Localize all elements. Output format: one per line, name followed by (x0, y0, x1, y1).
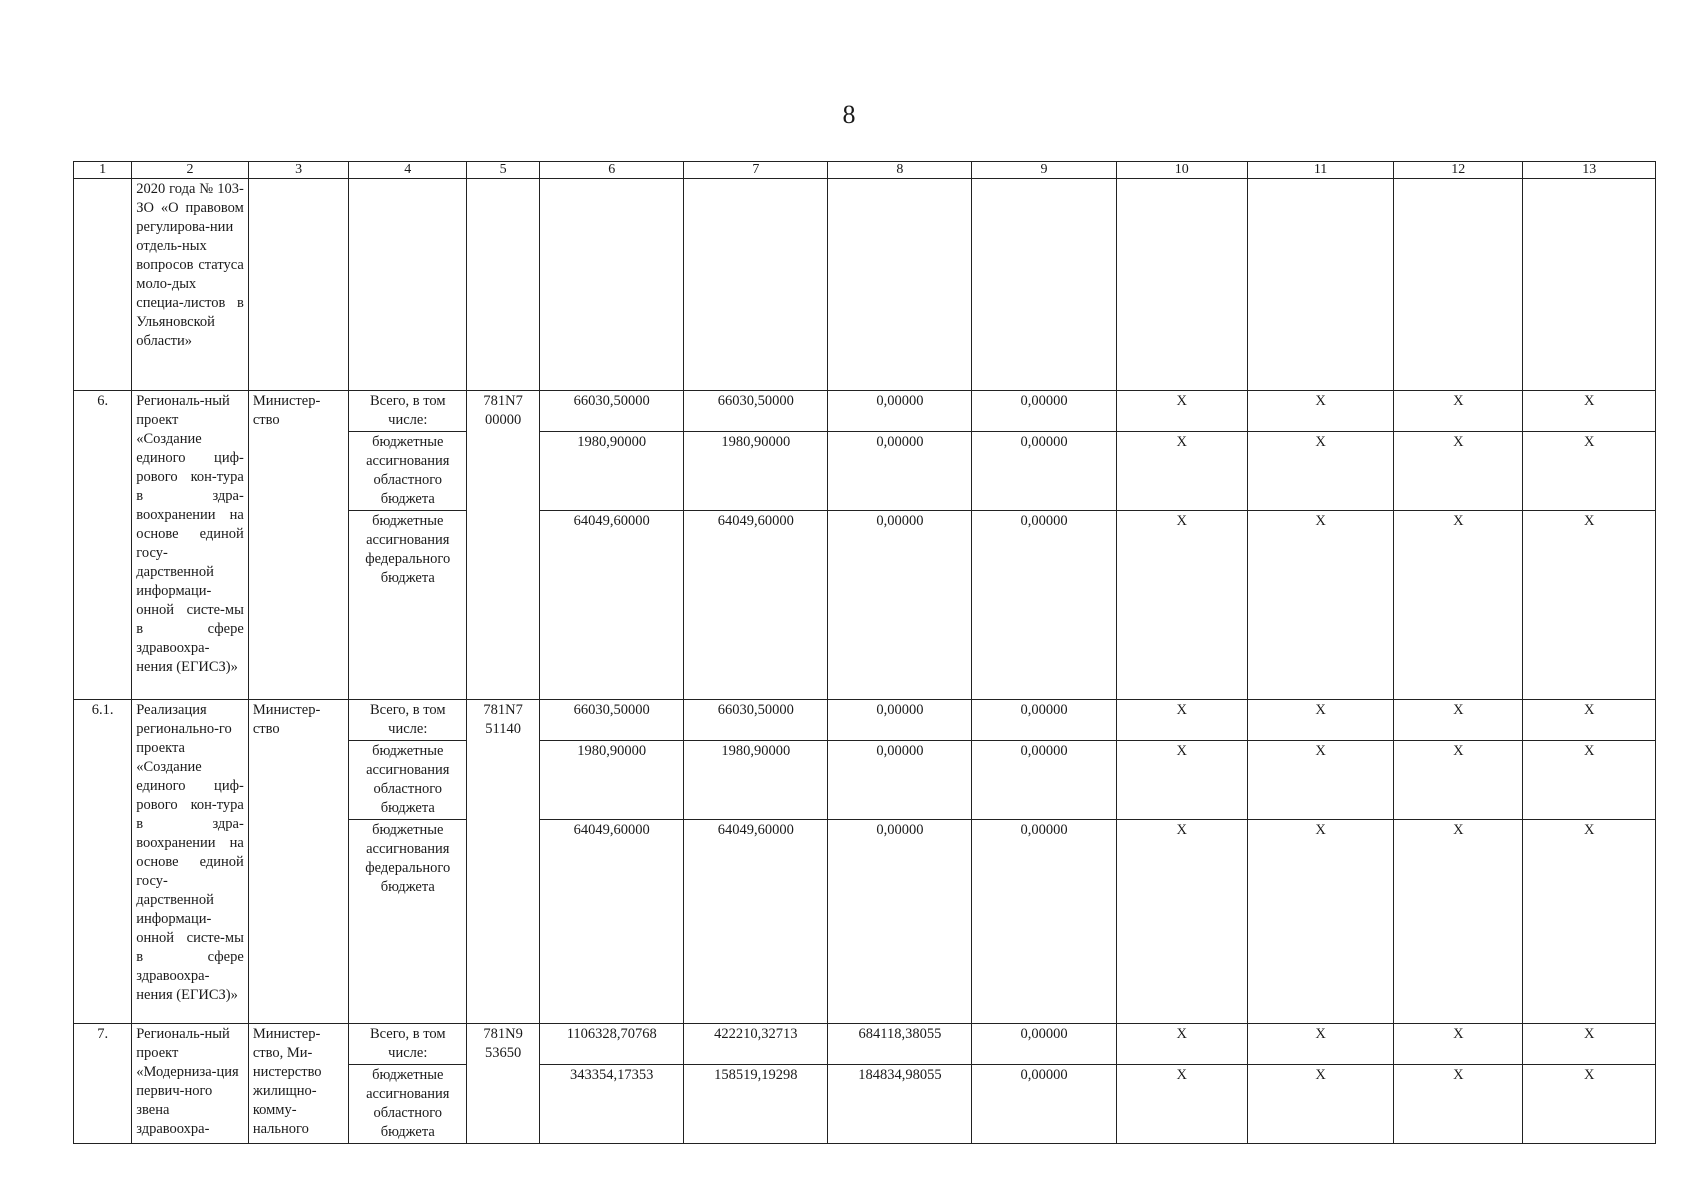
value-cell: X (1247, 432, 1393, 511)
value-cell: X (1394, 432, 1523, 511)
header-row (74, 162, 1656, 179)
value-cell: X (1523, 391, 1656, 432)
row-number: 7. (74, 1024, 132, 1144)
funding-source: бюджетные ассигнования областного бюджета (349, 1065, 467, 1144)
cell-empty (684, 179, 828, 391)
funding-source: Всего, в том числе: (349, 391, 467, 432)
cell-empty (1247, 179, 1393, 391)
table-row (74, 700, 1656, 741)
value-cell: X (1116, 391, 1247, 432)
funding-source: Всего, в том числе: (349, 1024, 467, 1065)
funding-source: бюджетные ассигнования федерального бюджета (349, 511, 467, 700)
value-cell: X (1247, 391, 1393, 432)
value-cell: X (1247, 1065, 1393, 1144)
value-cell: X (1247, 511, 1393, 700)
value-cell: X (1116, 1024, 1247, 1065)
column-header: 13 (1523, 162, 1656, 179)
value-cell: 0,00000 (972, 820, 1116, 1024)
value-cell: 0,00000 (972, 432, 1116, 511)
value-cell: X (1247, 741, 1393, 820)
value-cell: X (1116, 511, 1247, 700)
column-header: 11 (1247, 162, 1393, 179)
continuation-row (74, 179, 1656, 391)
executor: Министер-ство (248, 391, 349, 700)
value-cell: X (1116, 1065, 1247, 1144)
value-cell: 0,00000 (828, 820, 972, 1024)
executor: Министер-ство, Ми-нистерство жилищно-комму-нального (248, 1024, 349, 1144)
value-cell: 66030,50000 (684, 391, 828, 432)
value-cell: 684118,38055 (828, 1024, 972, 1065)
column-header: 5 (467, 162, 540, 179)
column-header: 1 (74, 162, 132, 179)
cell-empty (1116, 179, 1247, 391)
budget-code: 781N9 53650 (467, 1024, 540, 1144)
column-header: 10 (1116, 162, 1247, 179)
executor: Министер-ство (248, 700, 349, 1024)
value-cell: 66030,50000 (684, 700, 828, 741)
value-cell: 343354,17353 (540, 1065, 684, 1144)
budget-table (73, 161, 1656, 1144)
value-cell: 1980,90000 (540, 741, 684, 820)
value-cell: X (1394, 700, 1523, 741)
value-cell: 0,00000 (828, 741, 972, 820)
cell-empty (540, 179, 684, 391)
value-cell: X (1247, 700, 1393, 741)
value-cell: 184834,98055 (828, 1065, 972, 1144)
column-header: 7 (684, 162, 828, 179)
cell-empty (467, 179, 540, 391)
value-cell: 0,00000 (972, 1024, 1116, 1065)
cell-empty (74, 179, 132, 391)
project-name: Реализация регионально-го проекта «Создание единого циф-рового кон-тура в здра-воохранении на основе единой госу-дарственной информаци-онной систе-мы в сфере здравоохра-нения (ЕГИСЗ)» (132, 700, 249, 1024)
funding-source: бюджетные ассигнования областного бюджета (349, 741, 467, 820)
value-cell: X (1394, 511, 1523, 700)
value-cell: 0,00000 (972, 741, 1116, 820)
value-cell: 0,00000 (828, 391, 972, 432)
value-cell: 64049,60000 (684, 820, 828, 1024)
value-cell: 0,00000 (828, 700, 972, 741)
value-cell: X (1523, 432, 1656, 511)
value-cell: 0,00000 (828, 511, 972, 700)
column-header: 12 (1394, 162, 1523, 179)
value-cell: X (1523, 1065, 1656, 1144)
value-cell: 1980,90000 (540, 432, 684, 511)
value-cell: X (1394, 820, 1523, 1024)
value-cell: 0,00000 (828, 432, 972, 511)
value-cell: X (1394, 1065, 1523, 1144)
value-cell: 1980,90000 (684, 741, 828, 820)
project-name: Региональ-ный проект «Модерниза-ция первич-ного звена здравоохра- (132, 1024, 249, 1144)
budget-code: 781N7 51140 (467, 700, 540, 1024)
page-number: 8 (842, 100, 856, 129)
value-cell: 0,00000 (972, 511, 1116, 700)
value-cell: 1106328,70768 (540, 1024, 684, 1065)
cell-empty (349, 179, 467, 391)
value-cell: X (1523, 700, 1656, 741)
column-header: 6 (540, 162, 684, 179)
column-header: 9 (972, 162, 1116, 179)
value-cell: X (1116, 432, 1247, 511)
value-cell: 0,00000 (972, 391, 1116, 432)
value-cell: 64049,60000 (540, 511, 684, 700)
value-cell: X (1116, 700, 1247, 741)
cell-empty (972, 179, 1116, 391)
table-row (74, 1024, 1656, 1065)
funding-source: Всего, в том числе: (349, 700, 467, 741)
cell-empty (1394, 179, 1523, 391)
value-cell: X (1247, 1024, 1393, 1065)
value-cell: 158519,19298 (684, 1065, 828, 1144)
budget-code: 781N7 00000 (467, 391, 540, 700)
continuation-text: 2020 года № 103-ЗО «О правовом регулирова-нии отдель-ных вопросов статуса моло-дых специа-листов в Ульяновской области» (132, 179, 249, 391)
table-row (74, 391, 1656, 432)
column-header: 2 (132, 162, 249, 179)
value-cell: X (1116, 741, 1247, 820)
value-cell: 64049,60000 (684, 511, 828, 700)
value-cell: X (1394, 741, 1523, 820)
cell-empty (1523, 179, 1656, 391)
column-header: 3 (248, 162, 349, 179)
value-cell: X (1247, 820, 1393, 1024)
value-cell: X (1523, 511, 1656, 700)
row-number: 6. (74, 391, 132, 700)
value-cell: X (1394, 1024, 1523, 1065)
value-cell: 0,00000 (972, 700, 1116, 741)
column-header: 8 (828, 162, 972, 179)
funding-source: бюджетные ассигнования областного бюджета (349, 432, 467, 511)
value-cell: 1980,90000 (684, 432, 828, 511)
project-name: Региональ-ный проект «Создание единого циф-рового кон-тура в здра-воохранении на основе единой госу-дарственной информаци-онной систе-мы в сфере здравоохра-нения (ЕГИСЗ)» (132, 391, 249, 700)
value-cell: X (1523, 820, 1656, 1024)
row-number: 6.1. (74, 700, 132, 1024)
value-cell: X (1394, 391, 1523, 432)
value-cell: 66030,50000 (540, 391, 684, 432)
value-cell: 422210,32713 (684, 1024, 828, 1065)
value-cell: X (1116, 820, 1247, 1024)
value-cell: 0,00000 (972, 1065, 1116, 1144)
cell-empty (248, 179, 349, 391)
cell-empty (828, 179, 972, 391)
funding-source: бюджетные ассигнования федерального бюджета (349, 820, 467, 1024)
value-cell: X (1523, 741, 1656, 820)
value-cell: 66030,50000 (540, 700, 684, 741)
value-cell: X (1523, 1024, 1656, 1065)
column-header: 4 (349, 162, 467, 179)
value-cell: 64049,60000 (540, 820, 684, 1024)
